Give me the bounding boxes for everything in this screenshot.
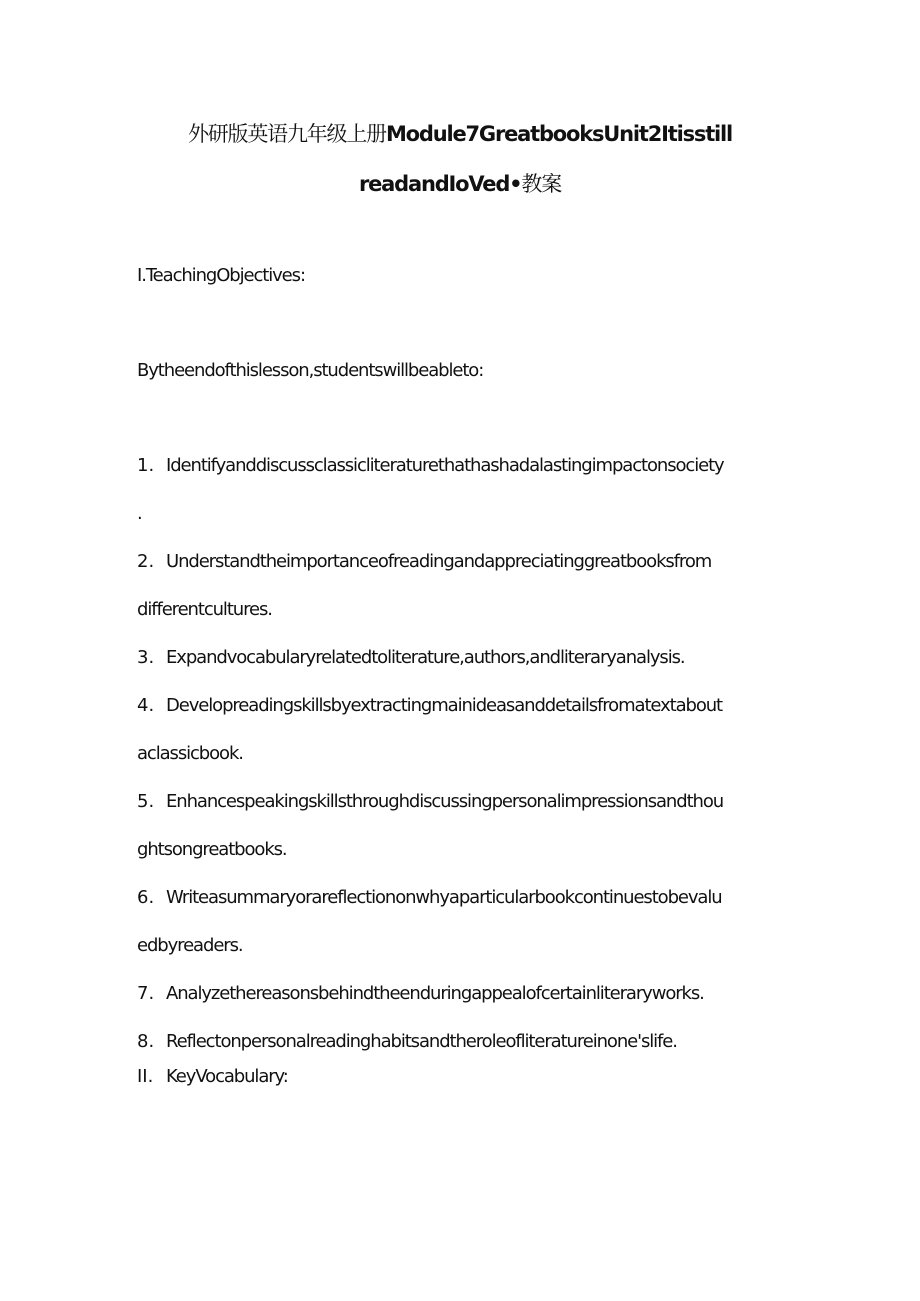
objective-3: [137, 647, 685, 668]
title-chinese-prefix: 外研版英语九年级上册: [187, 122, 386, 146]
objective-6-continued: edbyreaders.: [137, 935, 243, 956]
list-number: 7.: [137, 983, 155, 1004]
list-text: Identifyanddiscussclassicliteraturethathashadalastingimpactonsociety: [166, 455, 724, 476]
section-title: KeyVocabulary:: [166, 1066, 288, 1087]
title-chinese-suffix: 教案: [521, 172, 561, 196]
objective-2: [137, 551, 711, 572]
list-number: 1.: [137, 455, 155, 476]
objective-4-continued: aclassicbook.: [137, 743, 243, 764]
section-heading-objectives: I.TeachingObjectives:: [137, 265, 305, 286]
objective-5: [137, 791, 723, 812]
list-number: 4.: [137, 695, 155, 716]
objective-4: [137, 695, 722, 716]
objective-8: [137, 1031, 677, 1052]
list-text: Expandvocabularyrelatedtoliterature,authors,andliteraryanalysis.: [166, 647, 685, 668]
list-text: Understandtheimportanceofreadingandappreciatinggreatbooksfrom: [166, 551, 712, 572]
objective-2-continued: differentcultures.: [137, 599, 272, 620]
document-title-line-2: [60, 168, 860, 198]
objectives-intro: Bytheendofthislesson,studentswillbeableto:: [137, 360, 484, 381]
objective-1: [137, 455, 724, 476]
list-number: 8.: [137, 1031, 155, 1052]
list-text: Analyzethereasonsbehindtheenduringappealofcertainliteraryworks.: [166, 983, 704, 1004]
title-english-part-2: readandIoVed•: [358, 172, 522, 196]
objective-7: [137, 983, 704, 1004]
objective-6: [137, 887, 722, 908]
title-english-part-1: Module7GreatbooksUnit2Itisstill: [385, 122, 733, 146]
list-number: 6.: [137, 887, 155, 908]
section-number: II.: [137, 1066, 154, 1087]
objective-1-continued: .: [137, 503, 142, 524]
list-text: Writeasummaryorareflectiononwhyaparticularbookcontinuestobevalu: [166, 887, 722, 908]
list-text: Reflectonpersonalreadinghabitsandtheroleofliteratureinone'slife.: [166, 1031, 677, 1052]
list-text: Enhancespeakingskillsthroughdiscussingpersonalimpressionsandthou: [166, 791, 724, 812]
document-title-line-1: [60, 118, 860, 148]
list-number: 2.: [137, 551, 155, 572]
list-number: 5.: [137, 791, 155, 812]
list-number: 3.: [137, 647, 155, 668]
list-text: Developreadingskillsbyextractingmainideasanddetailsfromatextabout: [166, 695, 723, 716]
objective-5-continued: ghtsongreatbooks.: [137, 839, 287, 860]
section-heading-vocabulary: [137, 1066, 288, 1087]
